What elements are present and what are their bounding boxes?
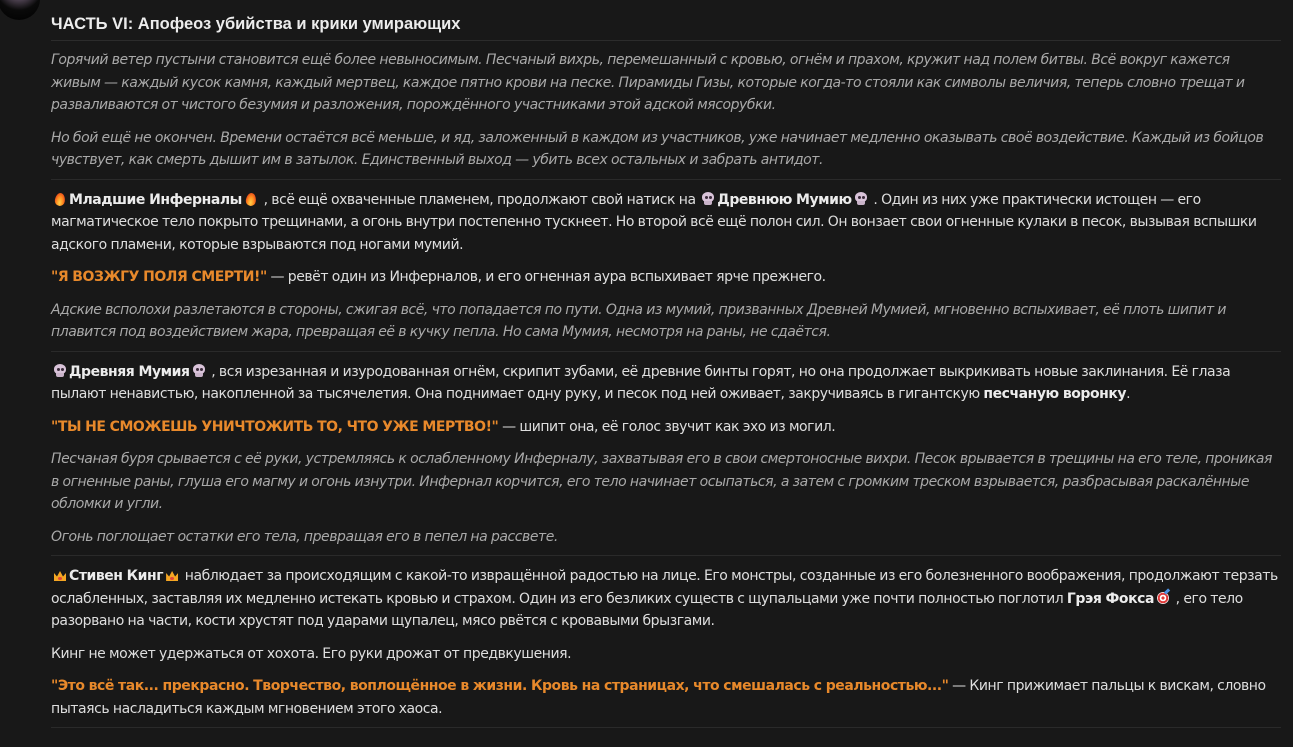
section-divider <box>51 727 1281 728</box>
intro-paragraph-2: Но бой ещё не окончен. Времени остаётся всё меньше, и яд, заложенный в каждом из участников, уже начинает медленно оказывать своё воздействие. Каждый из бойцов чувствует, как смерть дышит им в затылок. Единственный выход — убить всех остальных и забрать антидот. <box>51 129 1264 168</box>
crown-icon <box>165 568 179 582</box>
character-name-mummy: Древняя Мумия <box>69 363 190 380</box>
narration-paragraph: Адские всполохи разлетаются в стороны, сжигая всё, что попадается по пути. Одна из мумий, призванных Древней Мумией, мгновенно вспыхивает, её плоть шипит и плавится под воздействием жара, превращая её в кучку пепла. Но сама Мумия, несмотря на раны, не сдаётся. <box>51 301 1227 340</box>
author-avatar[interactable] <box>0 0 40 20</box>
chapter-title: ЧАСТЬ VI: Апофеоз убийства и крики умирающих <box>51 10 1281 41</box>
king-laugh-line: Кинг не может удержаться от хохота. Его руки дрожат от предвкушения. <box>51 645 572 662</box>
infernals-paragraph <box>51 189 1281 257</box>
direct-hit-icon <box>1156 591 1170 605</box>
infernal-quote: "Я ВОЗЖГУ ПОЛЯ СМЕРТИ!" <box>51 269 267 285</box>
character-name-mummy: Древнюю Мумию <box>717 191 852 208</box>
fire-icon <box>53 192 67 206</box>
character-name-fox: Грэя Фокса <box>1066 590 1154 607</box>
paragraph-text: . <box>1126 386 1131 402</box>
infernal-quote-line <box>51 266 1281 289</box>
crown-icon <box>53 568 67 582</box>
paragraph-text: , всё ещё охваченные пламенем, продолжают свой натиск на <box>259 191 700 208</box>
king-paragraph <box>51 565 1281 633</box>
character-name-king: Стивен Кинг <box>69 568 164 584</box>
skull-icon <box>192 364 206 378</box>
character-name-infernals: Младшие Инферналы <box>69 191 242 208</box>
message-content <box>51 10 1281 737</box>
mummy-paragraph <box>51 361 1281 406</box>
narration-paragraph: Песчаная буря срывается с её руки, устремляясь к ослабленному Инферналу, захватывая его в свои смертоносные вихри. Песок врывается в трещины на его теле, проникая в огненные раны, глуша его магму и огонь изнутри. Инфернал корчится, его тело начинает осыпаться, а затем с громким треском взрывается, разбрасывая раскалённые обломки и угли. <box>51 451 1273 512</box>
king-quote-line <box>51 675 1281 720</box>
quote-attribution: — шипит она, её голос звучит как эхо из могил. <box>498 418 836 435</box>
mummy-quote-line <box>51 416 1281 439</box>
king-quote: "Это всё так... прекрасно. Творчество, воплощённое в жизни. Кровь на страницах, что смешалась с реальностью..." <box>51 678 949 694</box>
paragraph-text: наблюдает за происходящим с какой-то извращённой радостью на лице. Его монстры, созданные из его болезненного воображения, продолжают терзать ослабленных, заставляя их медленно истекать кровью и страхом. Один из его безликих существ с щупальцами уже почти полностью поглотил <box>51 568 1278 607</box>
section-divider <box>51 179 1281 180</box>
fire-icon <box>244 192 258 206</box>
paragraph-text: , его тело разорвано на части, кости хрустят под ударами щупалец, мясо рвётся с кровавыми брызгами. <box>51 590 1243 629</box>
narration-paragraph: Огонь поглощает остатки его тела, превращая его в пепел на рассвете. <box>51 528 558 545</box>
skull-icon <box>701 192 715 206</box>
section-divider <box>51 555 1281 556</box>
paragraph-text: . Один из них уже практически истощен — его магматическое тело покрыто трещинами, а огонь внутри постепенно тускнеет. Но второй всё ещё полон сил. Он вонзает свои огненные кулаки в песок, вызывая вспышки адского пламени, которые взрываются под ногами мумий. <box>51 191 1257 253</box>
quote-attribution: — ревёт один из Инферналов, и его огненная аура вспыхивает ярче прежнего. <box>266 269 826 285</box>
section-divider <box>51 351 1281 352</box>
highlight-sand-vortex: песчаную воронку <box>983 386 1127 402</box>
intro-paragraph-1: Горячий ветер пустыни становится ещё более невыносимым. Песчаный вихрь, перемешанный с кровью, огнём и прахом, кружит над полем битвы. Всё вокруг кажется живым — каждый кусок камня, каждый мертвец, каждое пятно крови на песке. Пирамиды Гизы, которые когда-то стояли как символы величия, теперь словно трещат и разваливаются от чистого безумия и разложения, порождённого участниками этой адской мясорубки. <box>51 52 1245 113</box>
mummy-quote: "ТЫ НЕ СМОЖЕШЬ УНИЧТОЖИТЬ ТО, ЧТО УЖЕ МЕРТВО!" <box>51 418 499 435</box>
skull-icon <box>53 364 67 378</box>
paragraph-text: , вся изрезанная и изуродованная огнём, скрипит зубами, её древние бинты горят, но она продолжает выкрикивать новые заклинания. Её глаза пылают ненавистью, накопленной за тысячелетия. Она поднимает одну руку, и песок под ней оживает, закручиваясь в гигантскую <box>51 363 1231 402</box>
quote-attribution: — Кинг прижимает пальцы к вискам, словно пытаясь насладиться каждым мгновением этого хаоса. <box>51 678 1266 717</box>
skull-icon <box>854 192 868 206</box>
